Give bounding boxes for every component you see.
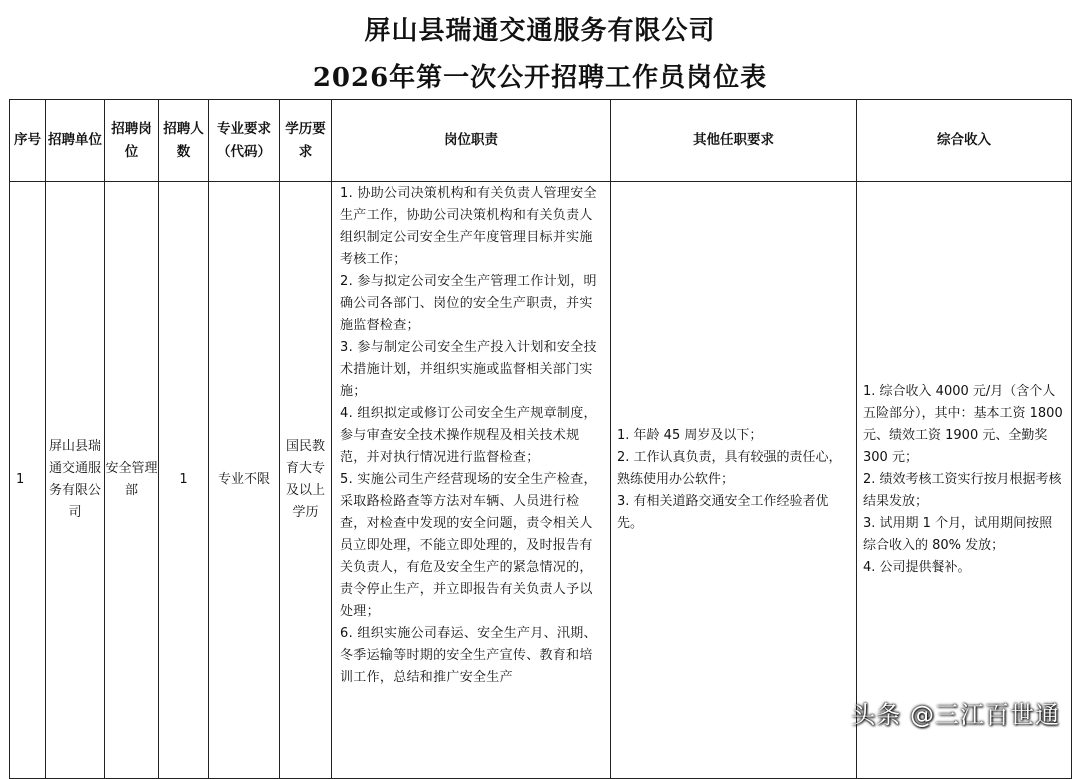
duty-item: 6. 组织实施公司春运、安全生产月、汛期、冬季运输等时期的安全生产宣传、教育和培训工作，总结和推广安全生产: [340, 626, 597, 685]
cell-other-requirements: [611, 182, 857, 779]
cell-duties: [332, 182, 611, 779]
cell-count: 1: [159, 182, 209, 779]
header-other-requirements: 其他任职要求: [611, 100, 857, 182]
header-education: 学历要求: [280, 100, 332, 182]
duty-item: 2. 参与拟定公司安全生产管理工作计划，明确公司各部门、岗位的安全生产职责，并实施监督检查；: [340, 274, 597, 333]
table-header-row: [10, 100, 1072, 182]
duty-item: 4. 组织拟定或修订公司安全生产规章制度，参与审查安全技术操作规程及相关技术规范，并对执行情况进行监督检查；: [340, 406, 597, 465]
income-item: 1. 综合收入 4000 元/月（含个人五险部分），其中：基本工资 1800 元、绩效工资 1900 元、全勤奖 300 元；: [863, 384, 1063, 465]
header-position: 招聘岗位: [105, 100, 159, 182]
header-unit: 招聘单位: [46, 100, 105, 182]
header-count: 招聘人数: [159, 100, 209, 182]
watermark: 头条 @三江百世通: [851, 701, 1060, 729]
income-item: 4. 公司提供餐补。: [863, 560, 971, 575]
cell-major: 专业不限: [209, 182, 280, 779]
header-income: 综合收入: [857, 100, 1072, 182]
header-major: 专业要求（代码）: [209, 100, 280, 182]
cell-education: 国民教育大专及以上学历: [280, 182, 332, 779]
cell-position: 安全管理部: [105, 182, 159, 779]
cell-unit: 屏山县瑞通交通服务有限公司: [46, 182, 105, 779]
header-seq: 序号: [10, 100, 46, 182]
requirement-item: 3. 有相关道路交通安全工作经验者优先。: [617, 494, 829, 531]
cell-seq: 1: [10, 182, 46, 779]
job-positions-table: [9, 99, 1072, 779]
duty-item: 3. 参与制定公司安全生产投入计划和安全技术措施计划，并组织实施或监督相关部门实施；: [340, 340, 597, 399]
income-item: 3. 试用期 1 个月，试用期间按照综合收入的 80% 发放；: [863, 516, 1053, 553]
table-row: [10, 182, 1072, 779]
document-title: 屏山县瑞通交通服务有限公司: [364, 16, 716, 46]
duty-item: 5. 实施公司生产经营现场的安全生产检查，采取路检路查等方法对车辆、人员进行检查，对检查中发现的安全问题，责令相关人员立即处理，不能立即处理的，及时报告有关负责人，有危及安全生产的紧急情况的，责令停止生产，并立即报告有关负责人予以处理；: [340, 472, 597, 619]
duty-item: 1. 协助公司决策机构和有关负责人管理安全生产工作，协助公司决策机构和有关负责人组织制定公司安全生产年度管理目标并实施考核工作；: [340, 186, 597, 267]
header-duties: 岗位职责: [332, 100, 611, 182]
income-item: 2. 绩效考核工资实行按月根据考核结果发放；: [863, 472, 1062, 509]
requirement-item: 2. 工作认真负责，具有较强的责任心，熟练使用办公软件；: [617, 450, 842, 487]
document-subtitle: 2026年第一次公开招聘工作员岗位表: [312, 63, 768, 93]
requirement-item: 1. 年龄 45 周岁及以下；: [617, 428, 763, 443]
cell-income: [857, 182, 1072, 779]
